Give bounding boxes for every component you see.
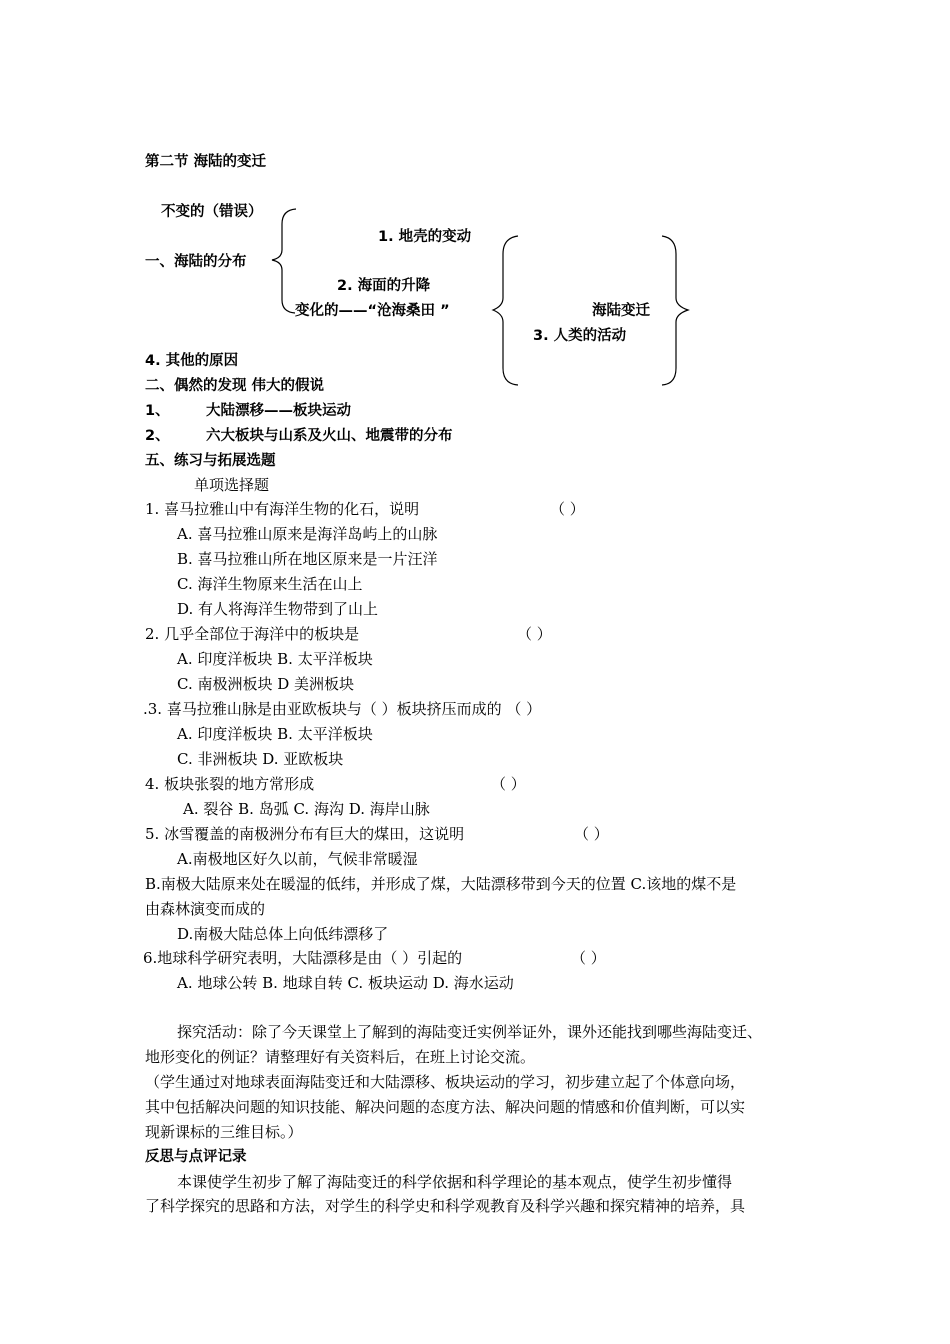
outline-item2-text: 六大板块与山系及火山、地震带的分布 [206, 428, 453, 444]
question-1-option-a: A. 喜马拉雅山原来是海洋岛屿上的山脉 [177, 525, 438, 543]
outline-crust: 1. 地壳的变动 [378, 229, 472, 245]
brace-graphics [0, 0, 950, 420]
question-5-option-b-cont: 由森林演变而成的 [145, 900, 266, 918]
outline-item2-num: 2、 [145, 428, 170, 444]
outline-human: 3. 人类的活动 [533, 328, 627, 344]
question-5-option-b: B.南极大陆原来处在暖湿的低纬，并形成了煤，大陆漂移带到今天的位置 C.该地的煤不是 [145, 875, 737, 893]
question-6-options: A. 地球公转 B. 地球自转 C. 板块运动 D. 海水运动 [177, 974, 514, 992]
outline-sea-land-change: 海陆变迁 [592, 303, 650, 319]
single-choice-heading: 单项选择题 [194, 476, 270, 494]
outline-unchanged: 不变的（错误） [161, 204, 263, 220]
left-brace [272, 209, 296, 313]
outline-changing: 变化的——“沧海桑田 ” [295, 303, 450, 319]
question-2: 2. 几乎全部位于海洋中的板块是 [145, 625, 360, 643]
outline-sea-level: 2. 海面的升降 [337, 278, 431, 294]
question-4-answer-blank: （ ） [491, 775, 526, 793]
question-1-answer-blank: （ ） [550, 500, 585, 518]
outline-item1-text: 大陆漂移——板块运动 [206, 403, 351, 419]
activity-line-1: 探究活动：除了今天课堂上了解到的海陆变迁实例举证外，课外还能找到哪些海陆变迁、 [177, 1023, 763, 1041]
question-2-answer-blank: （ ） [517, 625, 552, 643]
outline-item1-num: 1、 [145, 403, 170, 419]
reflection-line-2: 了科学探究的思路和方法，对学生的科学史和科学观教育及科学兴趣和探究精神的培养，具 [145, 1197, 746, 1215]
question-3: .3. 喜马拉雅山脉是由亚欧板块与（ ）板块挤压而成的 （ ） [143, 700, 542, 718]
question-5-answer-blank: （ ） [574, 825, 609, 843]
outline-practice: 五、练习与拓展选题 [145, 453, 276, 469]
outline-distribution: 一、海陆的分布 [145, 254, 247, 270]
question-5-option-a: A.南极地区好久以前，气候非常暖湿 [177, 850, 418, 868]
activity-note-3: 现新课标的三维目标。） [145, 1123, 303, 1141]
question-4-options: A. 裂谷 B. 岛弧 C. 海沟 D. 海岸山脉 [183, 800, 430, 818]
activity-line-2: 地形变化的例证？请整理好有关资料后，在班上讨论交流。 [145, 1048, 536, 1066]
question-3-options-cd: C. 非洲板块 D. 亚欧板块 [177, 750, 344, 768]
question-6: 6.地球科学研究表明，大陆漂移是由（ ）引起的 [143, 949, 463, 967]
question-1-option-d: D. 有人将海洋生物带到了山上 [177, 600, 379, 618]
question-1-option-c: C. 海洋生物原来生活在山上 [177, 575, 363, 593]
outline-other: 4. 其他的原因 [145, 353, 239, 369]
middle-brace [493, 236, 518, 385]
activity-note-1: （学生通过对地球表面海陆变迁和大陆漂移、板块运动的学习，初步建立起了个体意向场， [145, 1073, 746, 1091]
outline-discovery: 二、偶然的发现 伟大的假说 [145, 378, 325, 394]
question-1: 1. 喜马拉雅山中有海洋生物的化石，说明 [145, 500, 420, 518]
activity-note-2: 其中包括解决问题的知识技能、解决问题的态度方法、解决问题的情感和价值判断，可以实 [145, 1098, 746, 1116]
right-brace [662, 236, 688, 385]
page-title: 第二节 海陆的变迁 [145, 154, 267, 170]
question-1-option-b: B. 喜马拉雅山所在地区原来是一片汪洋 [177, 550, 438, 568]
question-3-options-ab: A. 印度洋板块 B. 太平洋板块 [177, 725, 373, 743]
question-2-options-ab: A. 印度洋板块 B. 太平洋板块 [177, 650, 373, 668]
question-5-option-d: D.南极大陆总体上向低纬漂移了 [177, 925, 389, 943]
reflection-heading: 反思与点评记录 [145, 1149, 247, 1165]
question-2-options-cd: C. 南极洲板块 D 美洲板块 [177, 675, 355, 693]
question-5: 5. 冰雪覆盖的南极洲分布有巨大的煤田，这说明 [145, 825, 465, 843]
reflection-line-1: 本课使学生初步了解了海陆变迁的科学依据和科学理论的基本观点，使学生初步懂得 [177, 1173, 733, 1191]
question-4: 4. 板块张裂的地方常形成 [145, 775, 315, 793]
question-6-answer-blank: （ ） [571, 949, 606, 967]
